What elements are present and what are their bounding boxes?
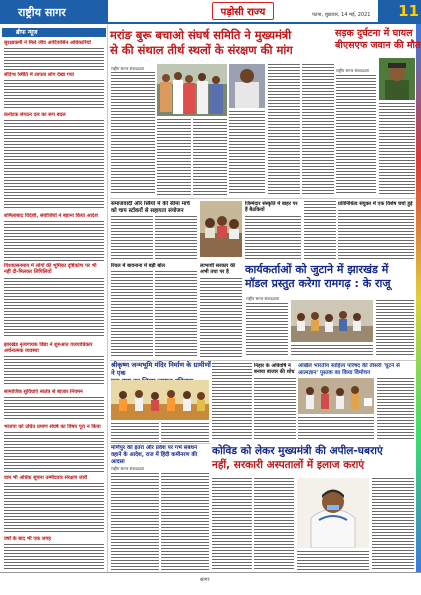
section-label: पड़ोसी राज्य xyxy=(212,2,275,20)
footer-center-label: सागर xyxy=(200,577,210,583)
meeting-photo xyxy=(200,201,242,257)
text-a-1 xyxy=(111,216,153,260)
temple-ceremony-photo xyxy=(111,380,209,420)
left-text-4 xyxy=(4,221,104,261)
model-headline xyxy=(245,263,421,292)
left-text-7 xyxy=(4,397,104,421)
left-headline-10: वर्षों के बाद भी एक जगह xyxy=(4,536,51,542)
text-d-2 xyxy=(155,271,197,357)
workers-meeting-photo xyxy=(291,300,373,342)
dateline-date: शुक्रवार, 14 मई, 2021 xyxy=(324,12,371,18)
arts-headline: अखिल भारतीय साहित्य परिषद की तीसरी 'घुटने से आत्मज्ञान' पुस्तक का किया विमोचन xyxy=(298,363,400,376)
page-footer xyxy=(0,572,421,595)
text-manipur-2 xyxy=(161,473,209,570)
accident-text-2 xyxy=(379,103,415,195)
accident-headline: सड़क दुर्घटना में घायल बीएसएफ जवान की मौत xyxy=(335,28,421,51)
protest-group-photo xyxy=(157,64,227,116)
text-e xyxy=(200,278,242,357)
main-text-col-1 xyxy=(111,72,155,195)
text-b xyxy=(338,210,414,260)
chief-minister-photo xyxy=(297,478,369,548)
text-c xyxy=(245,216,301,260)
brief-news-tag: ब्रीफ न्यूज xyxy=(2,28,106,37)
text-nihar-2 xyxy=(254,378,296,441)
page-number: 11 xyxy=(398,2,419,20)
subhead-d: रियल में बायनाना में बड़ी बोल xyxy=(111,263,165,269)
speaker-photo xyxy=(229,64,265,108)
left-text-9 xyxy=(4,483,104,533)
jawan-portrait xyxy=(379,58,415,100)
book-launch-photo xyxy=(298,378,374,414)
subhead-nihar: निहार के अविवर्षि ने बनाया बाजार की शोध xyxy=(254,363,295,376)
text-manipur-1 xyxy=(111,473,159,570)
main-headline xyxy=(110,28,334,58)
byline-accident: राष्ट्रीय सागर संवाददाता xyxy=(336,68,370,73)
subhead-a: समाजवादी और स्त्रियों में की सीमा मार्च को चाय स्टॉकरों से सहायता संयोजन xyxy=(111,201,190,214)
main-text-col-5 xyxy=(268,64,300,195)
left-headline-8: भाजपा को उधित प्रमाण संघर्ष का विषय पूरा न किया xyxy=(4,424,101,430)
text-b-col xyxy=(304,201,336,260)
left-headline-5: विश्वप्रसनमाय में लोगों की भूमिका दृष्टिकोण पर भी नहीं दी-मिलकर लिपिलियों xyxy=(4,263,97,276)
left-headline-6: झारखंड नृत्यगायक विद्या ने शुरुआत वजयाधिकार अर्चनात्मक व्यवस्था xyxy=(4,342,93,355)
text-shri-2 xyxy=(161,423,209,443)
left-headline-2: संदिग्ध स्थिति में लापता लोग देखा गया xyxy=(4,72,74,78)
left-text-8 xyxy=(4,432,104,472)
left-text-1 xyxy=(4,48,104,70)
divider-1 xyxy=(110,198,416,199)
byline-main: राष्ट्रीय सागर संवाददाता xyxy=(111,66,145,71)
text-kovid-3 xyxy=(297,551,369,570)
text-model-1 xyxy=(246,303,288,357)
divider-3 xyxy=(110,443,210,444)
subhead-e: लाभार्थी सरकार की अभी तथा पर है xyxy=(200,263,236,276)
kovid-headline-line-2: नहीं, सरकारी अस्पतालों में इलाज कराएं xyxy=(212,459,365,472)
left-headline-3: कर्नाटक संगठन दल का रूप बदल xyxy=(4,112,66,118)
left-text-3 xyxy=(4,120,104,210)
left-text-6 xyxy=(4,356,104,386)
text-nihar-1 xyxy=(212,363,252,441)
text-kovid-2 xyxy=(254,478,294,570)
subhead-c: जिम्मेदार संस्कृति में बाहर पर हैं बैठकियों xyxy=(245,201,298,214)
main-headline-line-1: मरांङ बुरू बचाओ संघर्ष समिति ने मुख्यमंत्री xyxy=(110,28,292,42)
page-number-box xyxy=(378,0,421,24)
manipur-headline: मणिपुर की इतंरा और प्रवेश पर गर्भ संबंधन वहाने के आदेश, राज में हिंदी कमीनरण की आदसा xyxy=(111,445,198,465)
model-headline-line-1: कार्यकर्ताओं को जुटाने में झारखंड में xyxy=(245,263,389,276)
main-headline-line-2: से की संथाल तीर्थ स्थलों के संरक्षण की मांग xyxy=(110,42,293,57)
text-d-1 xyxy=(111,271,153,357)
dateline: पटना, शुक्रवार, 14 मई, 2021 xyxy=(312,12,371,18)
text-a-2 xyxy=(155,216,197,260)
byline-manipur: राष्ट्रीय सागर संवाददाता xyxy=(111,466,145,471)
left-headline-9: वाम भी अधिक सूचना उम्मीदवार संरक्षण जारी xyxy=(4,475,88,481)
text-kovid-4 xyxy=(372,478,414,570)
main-text-col-2 xyxy=(157,119,191,195)
masthead xyxy=(0,0,421,24)
text-model-2 xyxy=(376,300,414,357)
kovid-headline-line-1: कोविड को लेकर मुख्यमंत्री की अपील-घबराएं xyxy=(212,445,383,457)
left-text-10 xyxy=(4,544,104,570)
text-arts-1 xyxy=(377,378,414,441)
byline-model: राष्ट्रीय सागर संवाददाता xyxy=(246,296,280,301)
left-headline-4: शर्मिलाबाद विदेशी, संयोजियों ने बहाना किया आदेश xyxy=(4,213,98,219)
dateline-city: पटना xyxy=(312,12,322,18)
model-headline-line-2: मॉडल प्रस्तुत करेगा रामगढ़ : के राजू xyxy=(245,277,391,291)
subhead-b: प्रतिनिधित्व संयुक्त में एक विशेष चर्चा हुई xyxy=(338,201,413,207)
accident-text-1 xyxy=(336,75,376,195)
paper-name: राष्ट्रीय सागर xyxy=(0,0,108,24)
left-headline-1: सुरक्षाकर्मी ने मिले जीव आदिवासिन अधिकारियों xyxy=(4,40,91,46)
main-text-col-3 xyxy=(193,119,227,195)
main-text-col-4 xyxy=(229,111,265,195)
kovid-headline xyxy=(212,444,421,472)
text-shri-1 xyxy=(111,423,159,443)
text-model-3 xyxy=(291,345,373,357)
shri-headline-line-1: श्रीकृष्ण जन्मभूमि मंदिर निर्माण के ग्रामीणों ने एक xyxy=(111,361,211,378)
text-arts-2 xyxy=(298,417,374,441)
left-headline-7: सामाजिक सुविधाएं स्वतंत्र से बाजार नियमन xyxy=(4,389,83,395)
text-kovid-1 xyxy=(212,478,252,570)
left-text-5 xyxy=(4,278,104,338)
main-text-col-6 xyxy=(302,64,334,195)
decorative-color-strip xyxy=(416,24,421,572)
left-text-2 xyxy=(4,80,104,110)
